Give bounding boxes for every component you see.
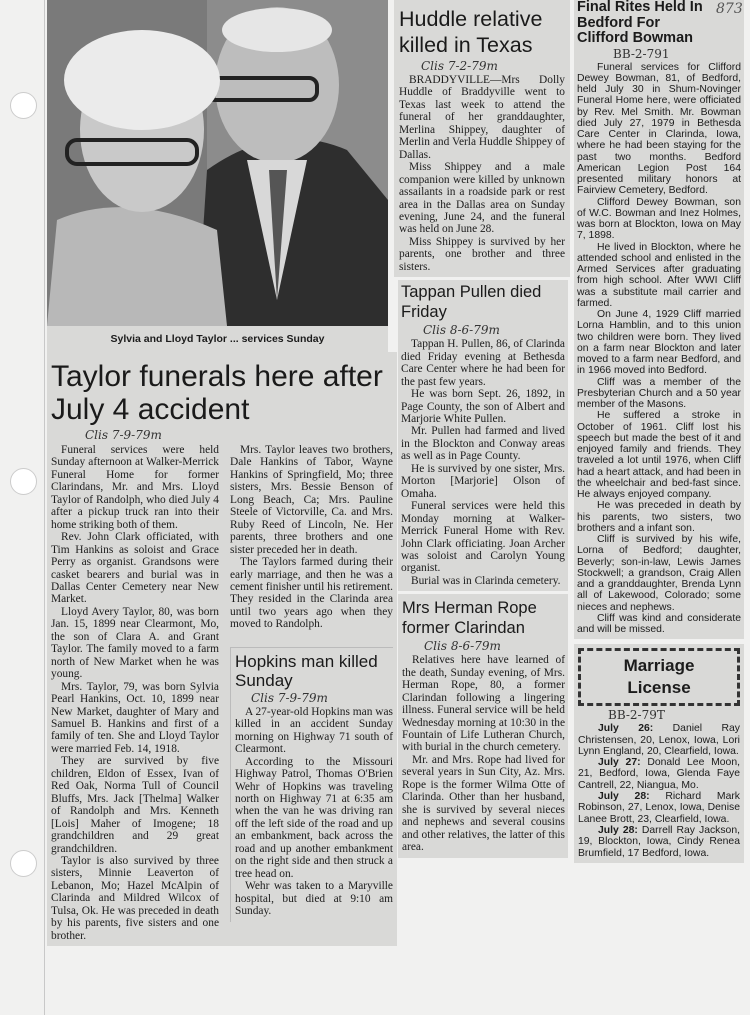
taylor-headline: Taylor funerals here after July 4 accident (51, 360, 383, 426)
article-paragraph: Tappan H. Pullen, 86, of Clarinda died Friday evening at Bethesda Care Center where he had been for the past few years. (401, 338, 565, 388)
handwritten-date-note: Clis 7-9-79m (251, 690, 328, 705)
article-paragraph: Lloyd Avery Taylor, 80, was born Jan. 15, 1899 near Clearmont, Mo, the son of Clara A. and Grant Taylor. The family moved to a farm north of New Market when he was young. (51, 605, 219, 681)
paragraph-text: —Mrs Dolly Huddle of Braddyville went to Texas last week to attend the funeral of her granddaughter, Merlina Shippey, daughter of Merlin and Verla Huddle Shippey of Dallas. (399, 74, 565, 161)
tappan-headline: Tappan Pullen died Friday (401, 283, 542, 322)
article-paragraph: He lived in Blockton, where he attended school and enlisted in the Armed Services after graduating from high school. After WWI Cliff was a substitute mail carrier and farmed. (577, 241, 741, 309)
entry-date: July 27: (598, 757, 641, 769)
article-paragraph: Mrs. Taylor, 79, was born Sylvia Pearl Hankins, Oct. 10, 1899 near New Market, daughter of Mary and Samuel B. Hankins and first of a family of ten. She and Lloyd Taylor were married Feb. 14, 1918. (51, 680, 219, 755)
handwritten-date-note: Clis 8-6-79m (423, 323, 500, 338)
middle-column (394, 0, 570, 858)
binder-hole (10, 468, 37, 495)
article-paragraph: Wehr was taken to a Maryville hospital, but died at 9:10 am Sunday. (235, 880, 393, 918)
marriage-entry (578, 723, 740, 757)
article-paragraph: Funeral services were held this Monday morning at Walker-Merrick Funeral Home with Rev. John Clark officiating. Joan Archer was soloist and Carolyn Young organist. (401, 500, 565, 575)
article-paragraph: He was born Sept. 26, 1892, in Page County, the son of Albert and Marjorie White Pullen. (401, 388, 565, 425)
marriage-license-banner (578, 648, 740, 706)
banner-title-line2: License (627, 678, 691, 698)
bowman-body (577, 62, 741, 636)
article-paragraph: They are survived by five children, Eldon of Essex, Ivan of Red Oak, Norma Tull of Council Bluffs, Mrs. Jack [Thelma] Walker of Randolph and Mrs. Kenneth [Lois] Maher of Imogene; 18 grandchildren and 29 great grandchildren. (51, 755, 219, 855)
handwritten-date-note: Clis 7-9-79m (85, 428, 162, 442)
article-paragraph: According to the Missouri Highway Patrol, Thomas O'Brien Wehr of Hopkins was traveling north on Highway 71 at 6:35 am when the van he was driving ran off the left side of the road and up an embankment, back across the road and up another embankment on the right side and then struck a tree head on. (235, 755, 393, 880)
handwritten-date-note: Clis 8-6-79m (424, 639, 501, 654)
entry-text: Donald Lee Moon, 21, Bedford, Iowa, Glenda Faye Cantrell, 22, Niangua, Mo. (578, 757, 741, 791)
article-paragraph: Relatives here have learned of the death, Sunday evening, of Mrs. Herman Rope, 80, a former Clarindan following a lingering illness. Funeral service will be held Wednesday morning at 10:30 in the Fountain of Life Lutheran Church, with burial in the church cemetery. (402, 654, 565, 754)
tappan-body (401, 338, 565, 587)
entry-date: July 28: (598, 824, 638, 836)
photo-caption: Sylvia and Lloyd Taylor ... services Sunday (110, 333, 325, 345)
entry-text: Daniel Ray Christensen, 20, Lenox, Iowa, Lori Lynn England, 20, Clearfield, Iowa. (578, 723, 741, 757)
bowman-article (574, 0, 744, 639)
marriage-entry (578, 825, 740, 859)
entry-text: Darrell Ray Jackson, 19, Blockton, Iowa, Cindy Renea Brumfield, 17 Bedford, Iowa. (578, 824, 741, 859)
article-paragraph: Taylor is also survived by three sisters, Minnie Leaverton of Lebanon, Mo; Hazel McAlpin of Clarinda and Mildred Wilcox of Tulsa, Ok. He was preceded in death by his parents, five sisters and one brother. (51, 854, 219, 942)
article-paragraph: Mr. and Mrs. Rope had lived for several years in Sun City, Az. Mrs. Rope is the former Wilma Otte of Clarinda. Other than her husband, she is survived by several nieces and nephews and several cousins and other relatives, the latter of this area. (402, 753, 565, 854)
couple-portrait-image (47, 0, 388, 326)
tappan-article (398, 280, 568, 591)
article-paragraph: He was preceded in death by his parents, two sisters, two brothers and a infant son. (577, 500, 741, 534)
taylor-column-1 (51, 444, 219, 942)
article-paragraph: Funeral services were held Sunday afternoon at Walker-Merrick Funeral Home for former Clarindans, Mr. and Mrs. Lloyd Taylor of Randolph, who died July 4 after a pickup truck ran into their home striking both of them. (51, 444, 219, 531)
article-paragraph: Cliff was kind and considerate and will be missed. (577, 612, 741, 635)
rope-article (398, 594, 568, 857)
article-paragraph: Mrs. Taylor leaves two brothers, Dale Hankins of Tabor, Wayne Hankins of Springfield, Mo; three sisters, Mrs. Bessie Benson of Long Beach, Ca; Mrs. Pauline Steele of Victorville, Ca. and Mrs. Ruby Reed of Lincoln, Ne. Her parents, three brothers and one sister preceded her in death. (230, 444, 393, 556)
taylor-columns (51, 444, 393, 942)
dateline: BRADDYVILLE (409, 74, 490, 86)
article-paragraph: Rev. John Clark officiated, with Tim Hankins as soloist and Grace Perry as organist. Grandsons were casket bearers and burial was in Dallas Center Cemetery near New Market. (51, 531, 219, 606)
hopkins-body (235, 706, 393, 918)
article-paragraph: Miss Shippey is survived by her parents, one brother and three sisters. (399, 235, 565, 273)
article-paragraph: The Taylors farmed during their early marriage, and then he was a cement finisher until his retirement. They resided in the Clarinda area until two years ago when they moved to Randolph. (230, 556, 393, 631)
entry-date: July 26: (598, 723, 654, 735)
article-paragraph: Funeral services for Clifford Dewey Bowman, 81, of Bedford, held July 30 in Shum-Novinger Funeral Home here, were officiated by Rev. Mel Smith. Mr. Bowman died July 27, 1979 in Bethesda Care Center in Clarinda, Iowa, where he had been staying for the past two months. Bedford American Legion Post 164 presented military honors at Fairview Cemetery, Bedford. (577, 61, 741, 197)
article-paragraph: Miss Shippey and a male companion were killed by unknown assailants in a roadside park or rest area in the Dallas area on Sunday evening, June 24, and the funeral was held on June 28. (399, 161, 565, 236)
huddle-headline: Huddle relative killed in Texas (399, 7, 543, 57)
right-column (574, 0, 744, 863)
huddle-article (394, 0, 570, 277)
banner-title-line1: Marriage (623, 656, 695, 676)
bowman-headline: Final Rites Held In Bedford For Clifford Bowman (577, 0, 703, 46)
article-paragraph: Cliff is survived by his wife, Lorna of Bedford; daughter, Beverly; son-in-law, Lewis James Stockwell; a grandson, Craig Allen and a granddaughter, Brenda Lynn all of Lakewood, Colorado; some nieces and nephews. (577, 534, 741, 613)
taylor-article (47, 352, 397, 946)
article-paragraph: He is survived by one sister, Mrs. Morton [Marjorie] Olson of Omaha. (401, 462, 565, 500)
handwritten-date-note: Clis 7-2-79m (421, 59, 498, 73)
photo-caption-strip (47, 326, 388, 352)
article-paragraph (399, 74, 565, 161)
article-paragraph: Mr. Pullen had farmed and lived in the Blockton and Conway areas as well as in Page County. (401, 425, 565, 463)
marriage-entry (578, 757, 740, 791)
entry-date: July 28: (598, 791, 650, 803)
taylor-column-2 (230, 444, 393, 631)
article-paragraph: Clifford Dewey Bowman, son of W.C. Bowman and Inez Holmes, was born at Blockton, Iowa on May 7, 1898. (577, 196, 741, 242)
article-paragraph: Burial was in Clarinda cemetery. (411, 574, 561, 587)
page-edge (44, 0, 45, 1015)
handwritten-date-note: BB-2-79T (608, 708, 665, 723)
taylor-photo (47, 0, 388, 326)
article-paragraph: He suffered a stroke in October of 1961. Cliff lost his speech but made the best of it and enjoyed family and friends. They traveled a lot until 1976, when Cliff had a heart attack, and had been in the wheelchair and bed-fast since. He always enjoyed company. (577, 410, 741, 500)
entry-text: Richard Mark Robinson, 27, Lenox, Iowa, Denise Lanee Brott, 23, Clearfield, Iowa. (578, 791, 740, 825)
marriage-entries (578, 723, 740, 859)
hopkins-headline: Hopkins man killed Sunday (235, 651, 378, 690)
article-paragraph: On June 4, 1929 Cliff married Lorna Hamblin, and to this union two children were born. They lived on a farm near Blockton and later moved to a farm near Bedford, and in 1966 moved into Bedford. (577, 309, 741, 377)
marriage-license-column (574, 644, 744, 863)
handwritten-date-note: BB-2-791 (613, 46, 670, 61)
hopkins-article (230, 647, 393, 922)
article-paragraph: Cliff was a member of the Presbyterian Church and a 50 year member of the Masons. (577, 376, 741, 410)
article-paragraph: A 27-year-old Hopkins man was killed in an accident Sunday morning on Highway 71 south of Clearmont. (235, 705, 393, 756)
binder-hole (10, 850, 37, 877)
handwritten-page-number: 873 (716, 1, 743, 17)
marriage-entry (578, 791, 740, 825)
rope-headline: Mrs Herman Rope former Clarindan (402, 599, 537, 638)
binder-hole (10, 92, 37, 119)
huddle-body (399, 74, 565, 273)
taylor-column-2-wrapper (230, 444, 393, 922)
rope-body (402, 654, 565, 853)
